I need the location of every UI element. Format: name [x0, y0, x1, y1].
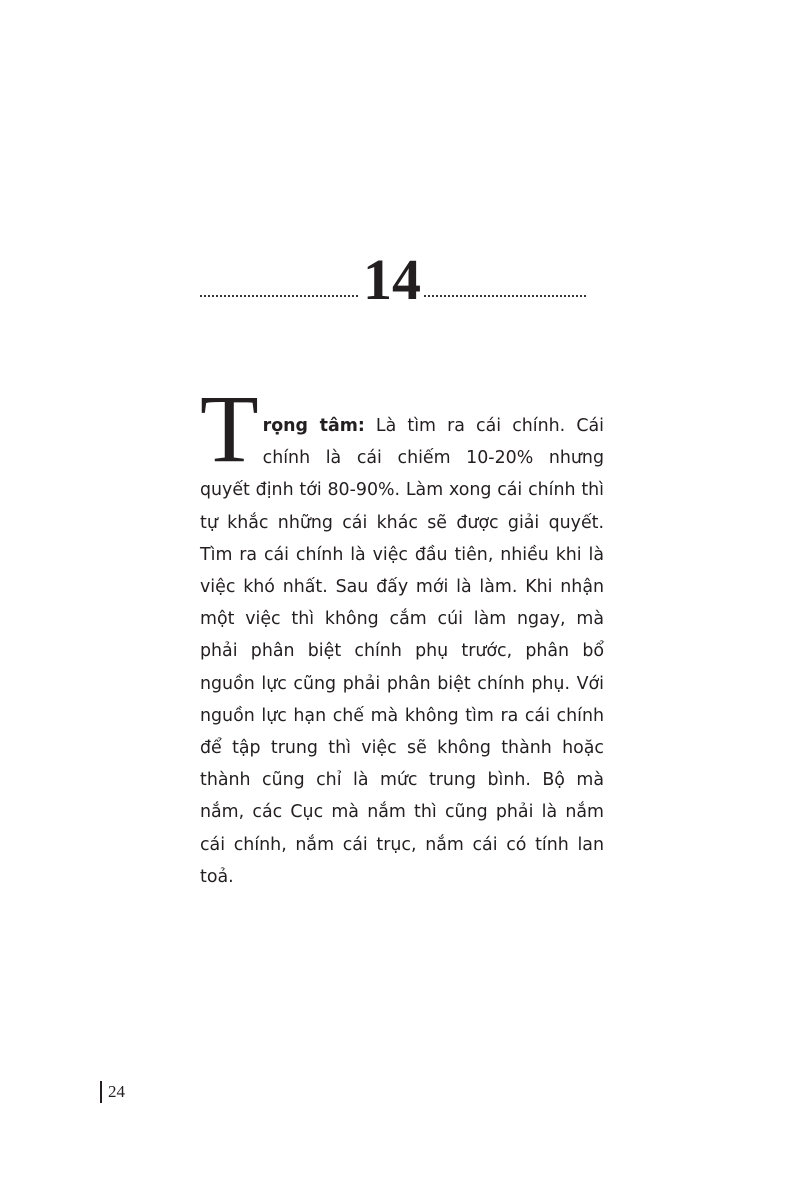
dotted-rule-left	[200, 295, 358, 297]
article-body	[200, 375, 604, 893]
lead-term: rọng tâm:	[262, 416, 365, 436]
body-text: Là tìm ra cái chính. Cái chính là cái chiếm 10-20% nhưng quyết định tới 80-90%. Làm xong cái chính thì tự khắc những cái khác sẽ được giải quyết. Tìm ra cái chính là việc đầu tiên, nhiều khi là việc khó nhất. Sau đấy mới là làm. Khi nhận một việc thì không cắm cúi làm ngay, mà phải phân biệt chính phụ trước, phân bổ nguồn lực cũng phải phân biệt chính phụ. Với nguồn lực hạn chế mà không tìm ra cái chính để tập trung thì việc sẽ không thành hoặc thành cũng chỉ là mức trung bình. Bộ mà nắm, các Cục mà nắm thì cũng phải là nắm cái chính, nắm cái trục, nắm cái có tính lan toả.	[200, 416, 604, 887]
chapter-number: 14	[363, 247, 421, 312]
page-number-bar	[100, 1081, 102, 1103]
dotted-rule-right	[424, 295, 586, 297]
page-footer	[100, 1080, 125, 1104]
drop-cap: T	[200, 375, 259, 482]
chapter-header	[200, 245, 586, 315]
page-number: 24	[108, 1082, 125, 1101]
